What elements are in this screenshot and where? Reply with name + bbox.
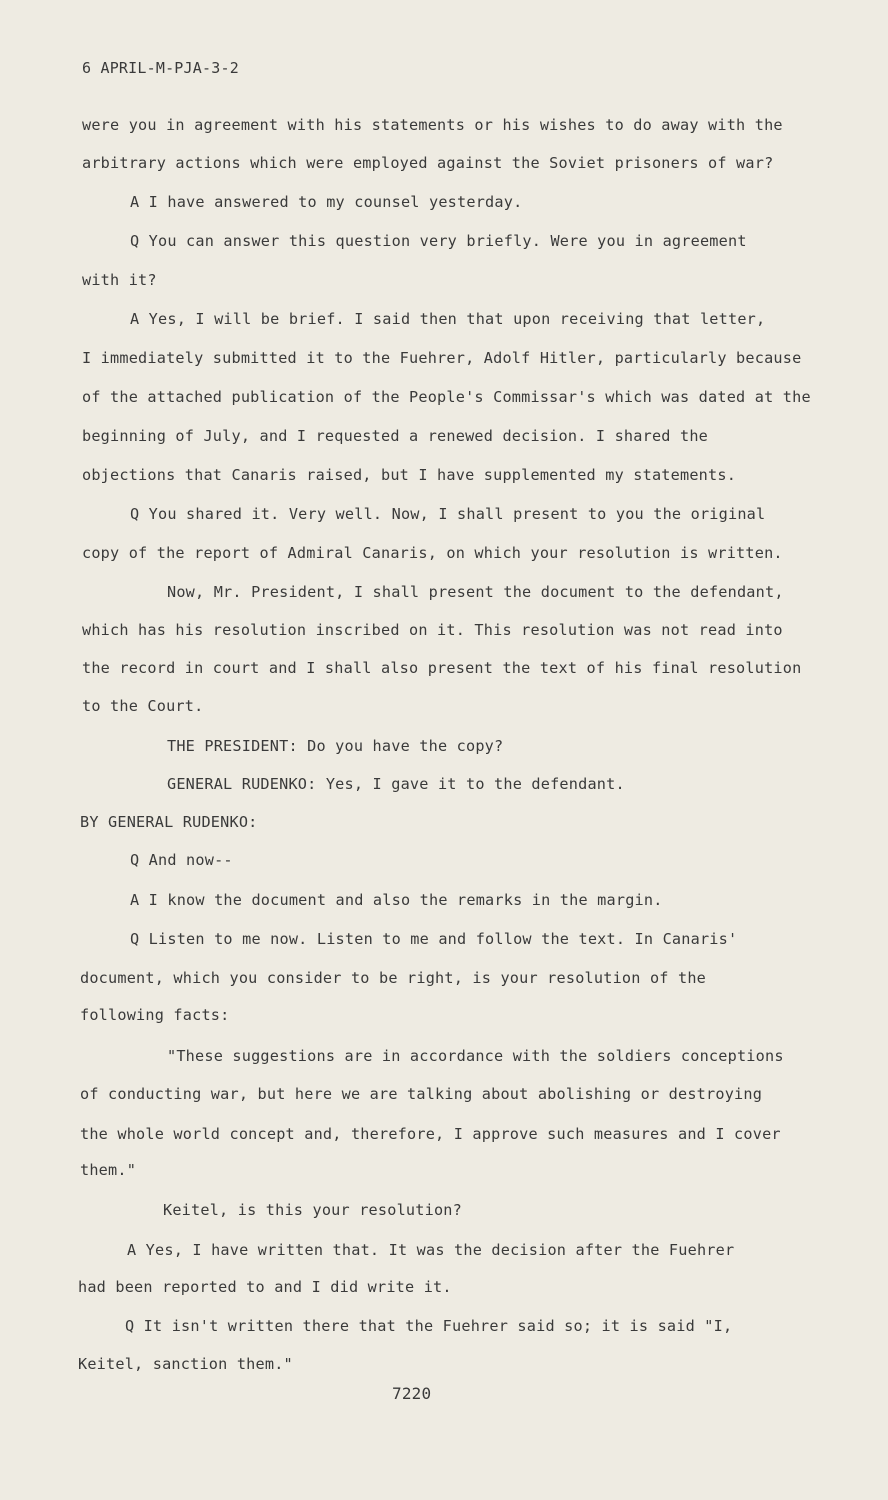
text-line: copy of the report of Admiral Canaris, on which your resolution is written. xyxy=(82,544,783,562)
quote-line: "These suggestions are in accordance with the soldiers conceptions xyxy=(167,1047,784,1065)
text-line: Q It isn't written there that the Fuehrer said so; it is said "I, xyxy=(125,1317,733,1335)
text-line: objections that Canaris raised, but I have supplemented my statements. xyxy=(82,466,737,484)
text-line: I immediately submitted it to the Fuehrer, Adolf Hitler, particularly because xyxy=(82,349,802,367)
text-line: the record in court and I shall also present the text of his final resolution xyxy=(82,659,802,677)
speaker-line: THE PRESIDENT: Do you have the copy? xyxy=(167,737,504,755)
text-line: Q And now-- xyxy=(130,851,233,869)
quote-line: of conducting war, but here we are talking about abolishing or destroying xyxy=(80,1085,763,1103)
text-line: A Yes, I will be brief. I said then that upon receiving that letter, xyxy=(130,310,766,328)
text-line: Q You can answer this question very briefly. Were you in agreement xyxy=(130,232,747,250)
quote-line: them." xyxy=(80,1161,137,1179)
text-line: following facts: xyxy=(80,1006,230,1024)
text-line: were you in agreement with his statements or his wishes to do away with the xyxy=(82,116,783,134)
text-line: Q Listen to me now. Listen to me and follow the text. In Canaris' xyxy=(130,930,738,948)
page-number: 7220 xyxy=(392,1384,432,1403)
text-line: which has his resolution inscribed on it. This resolution was not read into xyxy=(82,621,783,639)
text-line: of the attached publication of the People's Commissar's which was dated at the xyxy=(82,388,811,406)
text-line: Now, Mr. President, I shall present the document to the defendant, xyxy=(167,583,784,601)
text-line: arbitrary actions which were employed against the Soviet prisoners of war? xyxy=(82,154,774,172)
text-line: had been reported to and I did write it. xyxy=(78,1278,452,1296)
text-line: with it? xyxy=(82,271,157,289)
text-line: A I have answered to my counsel yesterday. xyxy=(130,193,523,211)
text-line: Keitel, is this your resolution? xyxy=(163,1201,462,1219)
text-line: document, which you consider to be right, is your resolution of the xyxy=(80,969,707,987)
page-header: 6 APRIL-M-PJA-3-2 xyxy=(82,59,239,77)
speaker-line: GENERAL RUDENKO: Yes, I gave it to the defendant. xyxy=(167,775,625,793)
text-line: A I know the document and also the remarks in the margin. xyxy=(130,891,663,909)
text-line: to the Court. xyxy=(82,697,204,715)
text-line: beginning of July, and I requested a renewed decision. I shared the xyxy=(82,427,709,445)
text-line: A Yes, I have written that. It was the decision after the Fuehrer xyxy=(127,1241,735,1259)
text-line: Q You shared it. Very well. Now, I shall present to you the original xyxy=(130,505,766,523)
text-line: Keitel, sanction them." xyxy=(78,1355,293,1373)
examiner-heading: BY GENERAL RUDENKO: xyxy=(80,813,258,831)
quote-line: the whole world concept and, therefore, I approve such measures and I cover xyxy=(80,1125,781,1143)
